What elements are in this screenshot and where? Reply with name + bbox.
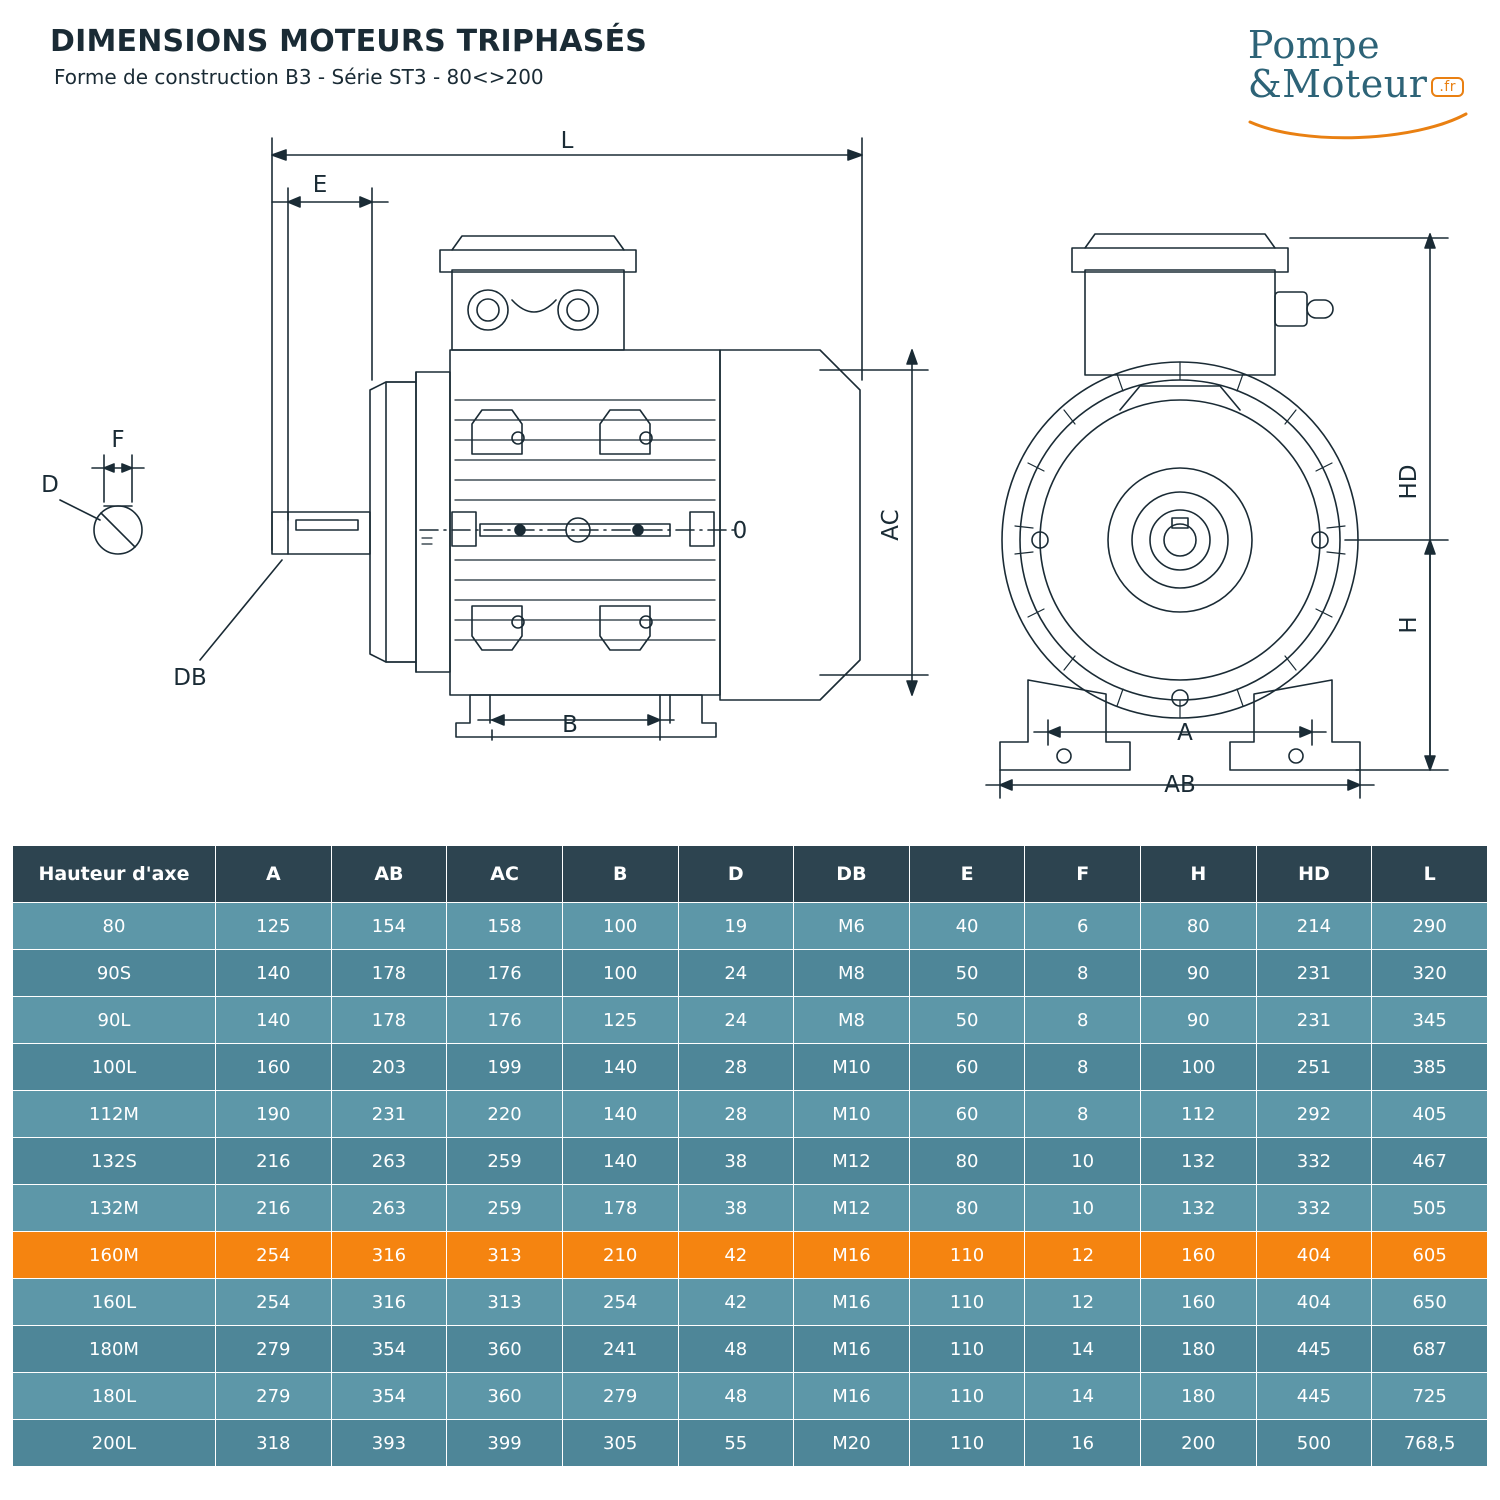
cell-l: 320: [1372, 950, 1488, 997]
cell-b: 279: [562, 1373, 678, 1420]
logo-domain-badge: .fr: [1431, 77, 1464, 97]
cell-hd: 404: [1256, 1279, 1372, 1326]
brand-logo: [1247, 23, 1460, 106]
page-subtitle: Forme de construction B3 - Série ST3 - 80<>200: [54, 65, 544, 89]
cell-f: 10: [1025, 1138, 1141, 1185]
cell-l: 505: [1372, 1185, 1488, 1232]
cell-db: M16: [794, 1279, 910, 1326]
cell-hauteur-daxe: 132S: [13, 1138, 216, 1185]
cell-d: 24: [678, 950, 794, 997]
cell-hd: 231: [1256, 997, 1372, 1044]
cell-hauteur-daxe: 112M: [13, 1091, 216, 1138]
logo-ampersand: &: [1247, 61, 1283, 106]
cell-l: 345: [1372, 997, 1488, 1044]
cell-b: 100: [562, 950, 678, 997]
cell-b: 178: [562, 1185, 678, 1232]
table-row: [13, 950, 1488, 997]
cell-b: 125: [562, 997, 678, 1044]
cell-db: M12: [794, 1185, 910, 1232]
cell-ac: 399: [447, 1420, 563, 1467]
cell-hauteur-daxe: 132M: [13, 1185, 216, 1232]
cell-a: 140: [216, 997, 332, 1044]
col-header-hauteur-daxe: Hauteur d'axe: [13, 846, 216, 903]
cell-a: 160: [216, 1044, 332, 1091]
col-header-e: E: [909, 846, 1025, 903]
cell-hauteur-daxe: 200L: [13, 1420, 216, 1467]
col-header-d: D: [678, 846, 794, 903]
cell-f: 12: [1025, 1279, 1141, 1326]
label-DB: DB: [173, 665, 207, 691]
cell-l: 385: [1372, 1044, 1488, 1091]
table-row: [13, 997, 1488, 1044]
cell-a: 125: [216, 903, 332, 950]
cell-a: 254: [216, 1279, 332, 1326]
label-B: B: [562, 712, 578, 738]
cell-ac: 313: [447, 1232, 563, 1279]
cell-a: 318: [216, 1420, 332, 1467]
cell-b: 241: [562, 1326, 678, 1373]
cell-e: 60: [909, 1091, 1025, 1138]
cell-hauteur-daxe: 90L: [13, 997, 216, 1044]
dimensions-table: [12, 845, 1488, 1467]
cell-db: M20: [794, 1420, 910, 1467]
col-header-a: A: [216, 846, 332, 903]
cell-ac: 199: [447, 1044, 563, 1091]
cell-d: 48: [678, 1326, 794, 1373]
cell-ab: 263: [331, 1138, 447, 1185]
cell-hauteur-daxe: 80: [13, 903, 216, 950]
col-header-f: F: [1025, 846, 1141, 903]
page-header: [50, 24, 647, 89]
cell-ab: 178: [331, 997, 447, 1044]
cell-h: 132: [1141, 1138, 1257, 1185]
cell-d: 28: [678, 1044, 794, 1091]
cell-h: 132: [1141, 1185, 1257, 1232]
cell-ab: 393: [331, 1420, 447, 1467]
cell-hd: 231: [1256, 950, 1372, 997]
label-L: L: [560, 128, 574, 154]
cell-d: 48: [678, 1373, 794, 1420]
cell-e: 50: [909, 997, 1025, 1044]
cell-e: 60: [909, 1044, 1025, 1091]
col-header-ac: AC: [447, 846, 563, 903]
cell-h: 90: [1141, 950, 1257, 997]
cell-db: M16: [794, 1373, 910, 1420]
cell-f: 8: [1025, 950, 1141, 997]
col-header-b: B: [562, 846, 678, 903]
table-row: [13, 1138, 1488, 1185]
table-row: [13, 1091, 1488, 1138]
cell-f: 16: [1025, 1420, 1141, 1467]
cell-a: 254: [216, 1232, 332, 1279]
cell-ab: 354: [331, 1373, 447, 1420]
cell-hauteur-daxe: 100L: [13, 1044, 216, 1091]
cell-d: 24: [678, 997, 794, 1044]
cell-e: 50: [909, 950, 1025, 997]
cell-h: 100: [1141, 1044, 1257, 1091]
cell-hauteur-daxe: 160L: [13, 1279, 216, 1326]
cell-ab: 316: [331, 1279, 447, 1326]
cell-l: 405: [1372, 1091, 1488, 1138]
label-F: F: [111, 427, 125, 453]
cell-e: 110: [909, 1279, 1025, 1326]
cell-e: 110: [909, 1326, 1025, 1373]
cell-ac: 176: [447, 997, 563, 1044]
cell-ac: 360: [447, 1373, 563, 1420]
cell-l: 290: [1372, 903, 1488, 950]
technical-drawing: [0, 120, 1500, 820]
cell-hd: 404: [1256, 1232, 1372, 1279]
col-header-ab: AB: [331, 846, 447, 903]
cell-ab: 231: [331, 1091, 447, 1138]
cell-d: 19: [678, 903, 794, 950]
cell-b: 140: [562, 1091, 678, 1138]
cell-ac: 313: [447, 1279, 563, 1326]
cell-ab: 154: [331, 903, 447, 950]
cell-d: 38: [678, 1185, 794, 1232]
cell-h: 112: [1141, 1091, 1257, 1138]
cell-f: 10: [1025, 1185, 1141, 1232]
cell-f: 8: [1025, 1091, 1141, 1138]
cell-a: 140: [216, 950, 332, 997]
cell-h: 180: [1141, 1373, 1257, 1420]
cell-e: 40: [909, 903, 1025, 950]
cell-f: 6: [1025, 903, 1141, 950]
logo-line2: Moteur: [1282, 61, 1428, 106]
cell-b: 140: [562, 1138, 678, 1185]
cell-db: M12: [794, 1138, 910, 1185]
cell-l: 687: [1372, 1326, 1488, 1373]
cell-hd: 332: [1256, 1138, 1372, 1185]
cell-d: 28: [678, 1091, 794, 1138]
motor-front-view: [986, 234, 1448, 798]
cell-db: M8: [794, 950, 910, 997]
dimensions-table-wrapper: [12, 845, 1488, 1467]
col-header-h: H: [1141, 846, 1257, 903]
cell-hauteur-daxe: 180M: [13, 1326, 216, 1373]
cell-hd: 214: [1256, 903, 1372, 950]
cell-e: 110: [909, 1420, 1025, 1467]
cell-b: 140: [562, 1044, 678, 1091]
cell-b: 305: [562, 1420, 678, 1467]
cell-l: 768,5: [1372, 1420, 1488, 1467]
cell-ac: 220: [447, 1091, 563, 1138]
cell-ac: 360: [447, 1326, 563, 1373]
cell-d: 55: [678, 1420, 794, 1467]
cell-h: 200: [1141, 1420, 1257, 1467]
table-row: [13, 1420, 1488, 1467]
table-row: [13, 1279, 1488, 1326]
cell-h: 180: [1141, 1326, 1257, 1373]
cell-hd: 251: [1256, 1044, 1372, 1091]
cell-d: 42: [678, 1279, 794, 1326]
table-row: [13, 1326, 1488, 1373]
cell-f: 14: [1025, 1373, 1141, 1420]
cell-e: 80: [909, 1185, 1025, 1232]
cell-l: 605: [1372, 1232, 1488, 1279]
cell-f: 14: [1025, 1326, 1141, 1373]
cell-f: 12: [1025, 1232, 1141, 1279]
cell-f: 8: [1025, 997, 1141, 1044]
cell-ab: 316: [331, 1232, 447, 1279]
cell-l: 650: [1372, 1279, 1488, 1326]
label-AB: AB: [1164, 772, 1196, 798]
cell-ac: 259: [447, 1138, 563, 1185]
table-row: [13, 1232, 1488, 1279]
cell-hd: 332: [1256, 1185, 1372, 1232]
cell-l: 467: [1372, 1138, 1488, 1185]
col-header-hd: HD: [1256, 846, 1372, 903]
cell-hd: 500: [1256, 1420, 1372, 1467]
cell-ab: 178: [331, 950, 447, 997]
table-header-row: [13, 846, 1488, 903]
label-HD: HD: [1396, 464, 1422, 500]
keyway-detail: [60, 455, 144, 554]
cell-a: 190: [216, 1091, 332, 1138]
motor-dimension-drawing: [0, 120, 1500, 820]
cell-db: M10: [794, 1091, 910, 1138]
cell-a: 279: [216, 1373, 332, 1420]
cell-db: M6: [794, 903, 910, 950]
logo-line1: Pompe: [1247, 23, 1381, 67]
table-row: [13, 1373, 1488, 1420]
table-row: [13, 1185, 1488, 1232]
label-zero: 0: [732, 518, 748, 544]
cell-hd: 292: [1256, 1091, 1372, 1138]
cell-e: 110: [909, 1232, 1025, 1279]
cell-ab: 203: [331, 1044, 447, 1091]
table-row: [13, 1044, 1488, 1091]
cell-l: 725: [1372, 1373, 1488, 1420]
cell-b: 210: [562, 1232, 678, 1279]
label-E: E: [312, 172, 328, 198]
label-AC: AC: [878, 509, 904, 541]
cell-db: M16: [794, 1232, 910, 1279]
cell-ab: 354: [331, 1326, 447, 1373]
cell-h: 90: [1141, 997, 1257, 1044]
label-A: A: [1177, 720, 1193, 746]
cell-hd: 445: [1256, 1326, 1372, 1373]
table-row: [13, 903, 1488, 950]
label-D: D: [41, 472, 59, 498]
cell-a: 216: [216, 1185, 332, 1232]
col-header-l: L: [1372, 846, 1488, 903]
cell-ab: 263: [331, 1185, 447, 1232]
label-H: H: [1396, 616, 1422, 634]
cell-ac: 176: [447, 950, 563, 997]
cell-h: 160: [1141, 1279, 1257, 1326]
cell-db: M16: [794, 1326, 910, 1373]
cell-a: 279: [216, 1326, 332, 1373]
col-header-db: DB: [794, 846, 910, 903]
table-body: [13, 903, 1488, 1467]
cell-hauteur-daxe: 90S: [13, 950, 216, 997]
cell-b: 100: [562, 903, 678, 950]
cell-hauteur-daxe: 180L: [13, 1373, 216, 1420]
page-title: DIMENSIONS MOTEURS TRIPHASÉS: [50, 24, 648, 59]
cell-b: 254: [562, 1279, 678, 1326]
cell-hd: 445: [1256, 1373, 1372, 1420]
cell-db: M10: [794, 1044, 910, 1091]
motor-side-view: [200, 138, 928, 740]
cell-ac: 158: [447, 903, 563, 950]
cell-h: 80: [1141, 903, 1257, 950]
cell-d: 42: [678, 1232, 794, 1279]
cell-h: 160: [1141, 1232, 1257, 1279]
cell-e: 110: [909, 1373, 1025, 1420]
cell-hauteur-daxe: 160M: [13, 1232, 216, 1279]
cell-d: 38: [678, 1138, 794, 1185]
cell-ac: 259: [447, 1185, 563, 1232]
cell-f: 8: [1025, 1044, 1141, 1091]
cell-a: 216: [216, 1138, 332, 1185]
cell-e: 80: [909, 1138, 1025, 1185]
cell-db: M8: [794, 997, 910, 1044]
